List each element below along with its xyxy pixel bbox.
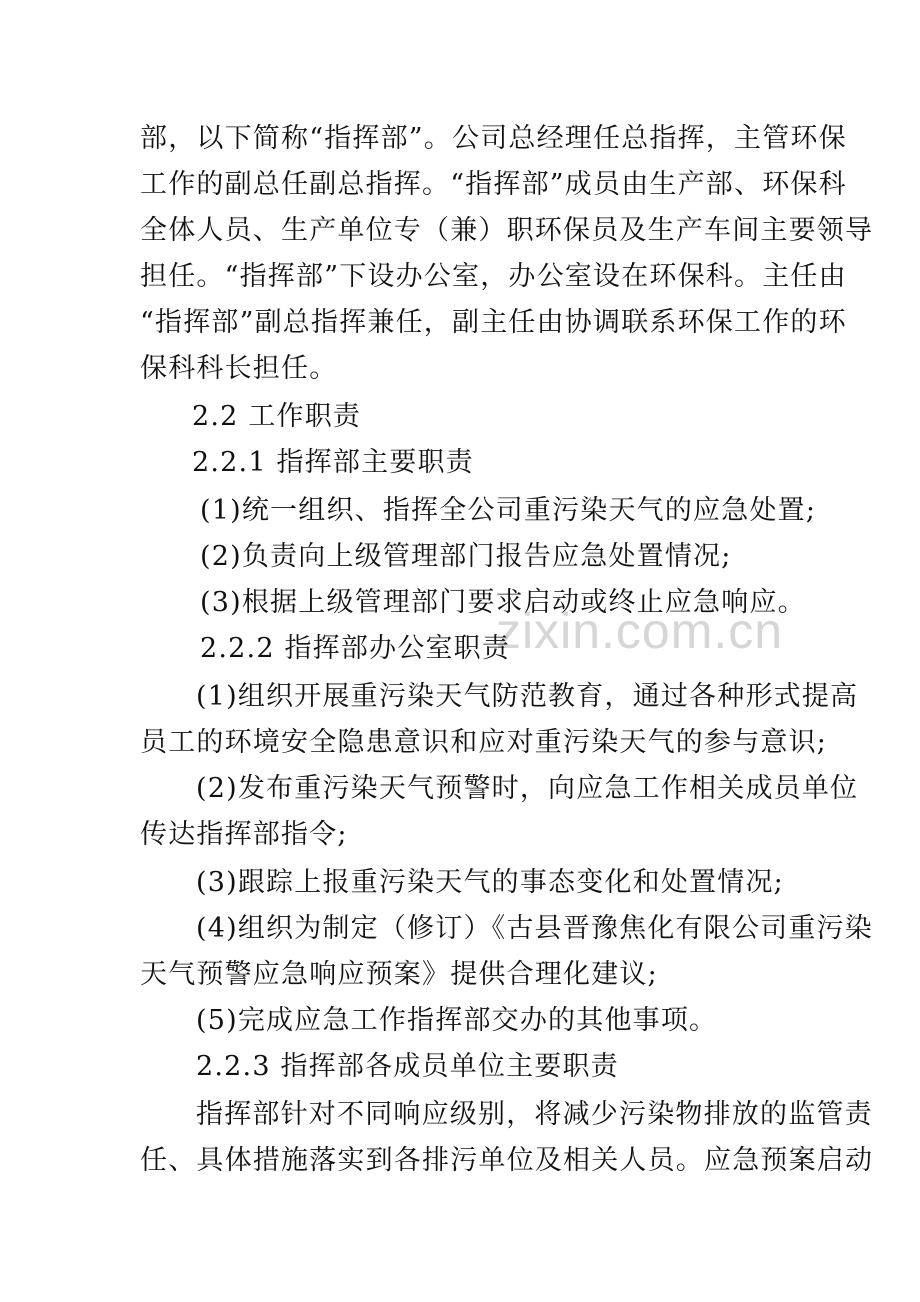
paragraph-line: 工作的副总任副总指挥。“指挥部”成员由生产部、环保科	[140, 169, 847, 200]
subsection-heading: 2.2.1 指挥部主要职责	[192, 447, 474, 478]
list-item: (1)组织开展重污染天气防范教育，通过各种形式提高	[196, 681, 859, 712]
watermark: zixin.com.cn	[496, 603, 784, 659]
list-item: (3)根据上级管理部门要求启动或终止应急响应。	[200, 587, 806, 618]
list-item: (1)统一组织、指挥全公司重污染天气的应急处置;	[200, 495, 817, 526]
subsection-heading: 2.2.2 指挥部办公室职责	[200, 633, 511, 664]
list-item: (5)完成应急工作指挥部交办的其他事项。	[196, 1005, 718, 1036]
subsection-heading: 2.2.3 指挥部各成员单位主要职责	[196, 1051, 619, 1082]
list-item: (2)发布重污染天气预警时，向应急工作相关成员单位	[196, 773, 859, 804]
section-heading: 2.2 工作职责	[192, 401, 362, 432]
paragraph-line: 员工的环境安全隐患意识和应对重污染天气的参与意识;	[140, 727, 828, 758]
paragraph-line: 传达指挥部指令;	[140, 819, 348, 850]
paragraph-line: 担任。“指挥部”下设办公室，办公室设在环保科。主任由	[140, 261, 847, 292]
paragraph-line: “指挥部”副总指挥兼任，副主任由协调联系环保工作的环	[140, 307, 847, 338]
paragraph-line: 任、具体措施落实到各排污单位及相关人员。应急预案启动	[140, 1145, 874, 1176]
list-item: (3)跟踪上报重污染天气的事态变化和处置情况;	[196, 867, 784, 898]
paragraph-line: 全体人员、生产单位专（兼）职环保员及生产车间主要领导	[140, 215, 874, 246]
paragraph-line: 天气预警应急响应预案》提供合理化建议;	[140, 959, 658, 990]
paragraph-line: 部，以下简称“指挥部”。公司总经理任总指挥，主管环保	[140, 123, 847, 154]
list-item: (2)负责向上级管理部门报告应急处置情况;	[200, 541, 732, 572]
paragraph-line: 保科科长担任。	[140, 353, 338, 384]
list-item: (4)组织为制定（修订）《古县晋豫焦化有限公司重污染	[196, 913, 873, 944]
paragraph-line: 指挥部针对不同响应级别，将减少污染物排放的监管责	[196, 1099, 873, 1130]
